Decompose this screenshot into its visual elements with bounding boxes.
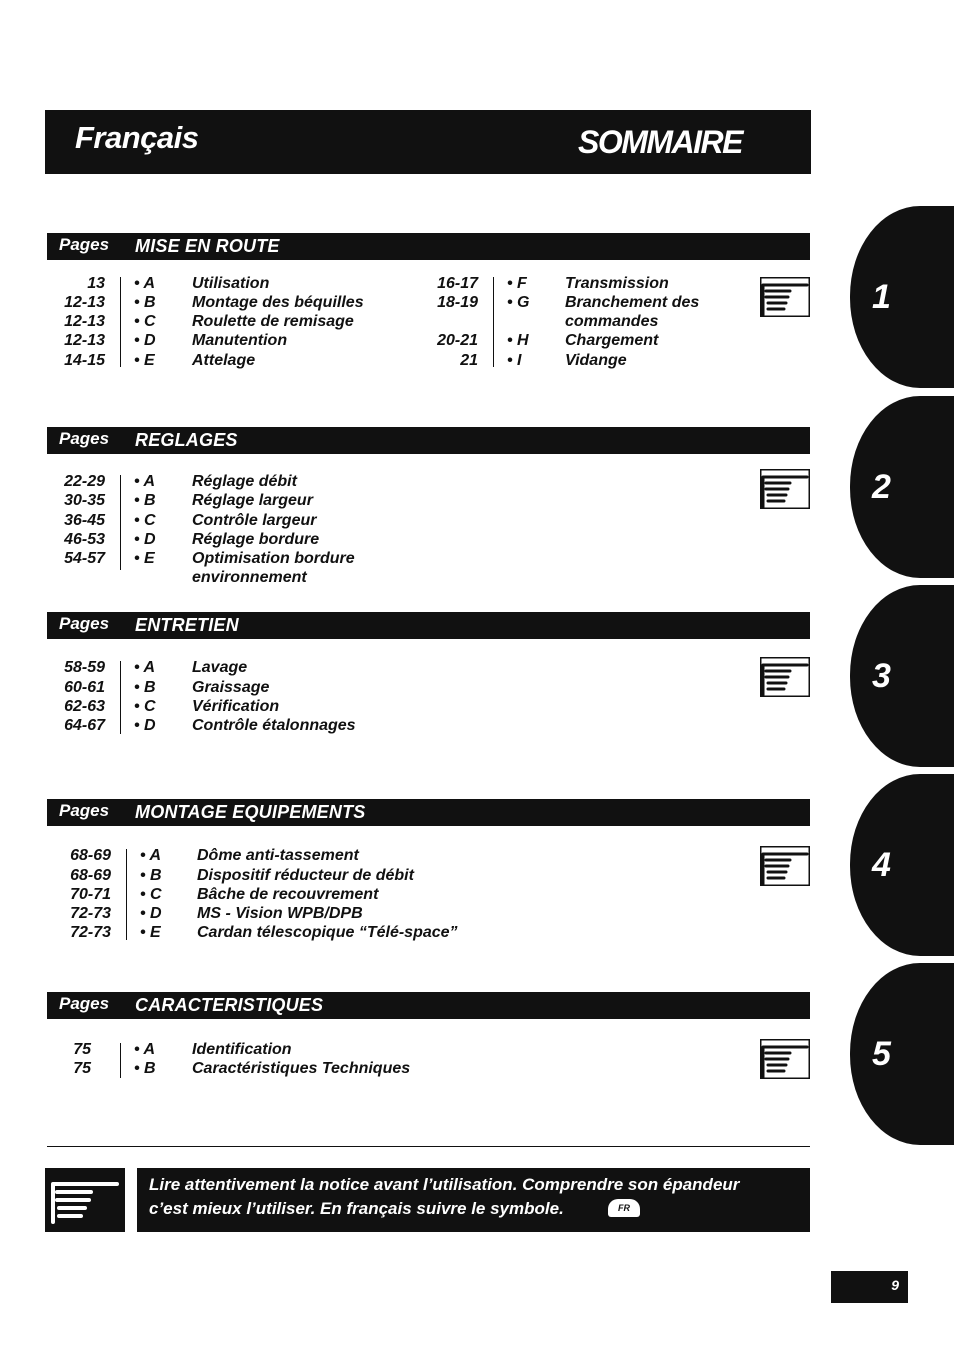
- toc-pages: 30-35: [64, 492, 105, 509]
- section-title: MISE EN ROUTE: [135, 236, 280, 256]
- toc-pages: 72-73: [70, 924, 111, 941]
- section-title: CARACTERISTIQUES: [135, 995, 324, 1015]
- toc-link-montage-bequilles[interactable]: Montage des béquilles: [192, 294, 364, 311]
- toc-link-verification[interactable]: Vérification: [192, 698, 280, 715]
- toc-letter: • H: [507, 332, 529, 349]
- toc-link-branchement-cont[interactable]: commandes: [565, 313, 659, 330]
- toc-pages: 22-29: [64, 473, 105, 490]
- toc-letter: • C: [140, 886, 162, 903]
- chapter-tab-number: 4: [872, 846, 891, 884]
- toc-pages: 75: [73, 1041, 91, 1058]
- toc-letter: • A: [140, 847, 162, 864]
- toc-link-reglage-bordure[interactable]: Réglage bordure: [192, 531, 320, 548]
- toc-letter: • B: [134, 294, 156, 311]
- toc-pages: 58-59: [64, 659, 105, 676]
- section-header-montage-equipements: [47, 799, 810, 826]
- divider: [47, 1146, 810, 1147]
- toc-link-controle-largeur[interactable]: Contrôle largeur: [192, 512, 317, 529]
- toc-letter: • C: [134, 313, 156, 330]
- chapter-tab-number: 1: [872, 278, 891, 316]
- chapter-tab-number: 5: [872, 1035, 891, 1073]
- pages-label: Pages: [59, 994, 110, 1013]
- toc-link-reglage-largeur[interactable]: Réglage largeur: [192, 492, 313, 509]
- chapter-tab-1[interactable]: [850, 206, 954, 388]
- divider: [120, 475, 121, 570]
- toc-letter: • A: [134, 659, 156, 676]
- toc-link-branchement[interactable]: Branchement des: [565, 294, 700, 311]
- toc-pages: 54-57: [64, 550, 105, 567]
- toc-pages: 12-13: [64, 294, 105, 311]
- chapter-tab-number: 2: [872, 468, 891, 506]
- toc-pages: 16-17: [437, 275, 478, 292]
- toc-pages: 64-67: [64, 717, 105, 734]
- toc-link-caracteristiques-techniques[interactable]: Caractéristiques Techniques: [192, 1060, 411, 1077]
- pointing-hand-icon: [49, 1174, 121, 1226]
- toc-letter: • D: [134, 717, 156, 734]
- toc-pages: 12-13: [64, 332, 105, 349]
- toc-letter: • C: [134, 698, 156, 715]
- toc-link-ms-vision[interactable]: MS - Vision WPB/DPB: [197, 905, 363, 922]
- divider: [120, 661, 121, 734]
- toc-letter: • E: [140, 924, 161, 941]
- pages-label: Pages: [59, 801, 110, 820]
- toc-link-bache[interactable]: Bâche de recouvrement: [197, 886, 379, 903]
- chapter-tab-5[interactable]: [850, 963, 954, 1145]
- toc-letter: • B: [134, 492, 156, 509]
- toc-pages: 72-73: [70, 905, 111, 922]
- pointing-hand-icon: [760, 469, 810, 509]
- toc-link-controle-etalonnages[interactable]: Contrôle étalonnages: [192, 717, 356, 734]
- section-header-reglages: [47, 427, 810, 454]
- pointing-hand-icon: [760, 657, 810, 697]
- section-title: ENTRETIEN: [135, 615, 239, 635]
- toc-pages: 60-61: [64, 679, 105, 696]
- toc-letter: • B: [134, 679, 156, 696]
- divider: [120, 277, 121, 367]
- toc-letter: • E: [134, 352, 155, 369]
- toc-letter: • D: [134, 531, 156, 548]
- toc-letter: • G: [507, 294, 530, 311]
- chapter-tab-2[interactable]: [850, 396, 954, 578]
- section-header-entretien: [47, 612, 810, 639]
- toc-letter: • A: [134, 473, 156, 490]
- toc-link-cardan[interactable]: Cardan télescopique “Télé-space”: [197, 924, 458, 941]
- divider: [493, 277, 494, 367]
- toc-link-optimisation[interactable]: Optimisation bordure: [192, 550, 355, 567]
- note-text-line2: c’est mieux l’utiliser. En français suivre le symbole.: [149, 1199, 564, 1218]
- toc-link-transmission[interactable]: Transmission: [565, 275, 669, 292]
- toc-link-identification[interactable]: Identification: [192, 1041, 292, 1058]
- toc-pages: 18-19: [437, 294, 478, 311]
- toc-letter: • D: [140, 905, 162, 922]
- toc-link-graissage[interactable]: Graissage: [192, 679, 270, 696]
- toc-letter: • D: [134, 332, 156, 349]
- toc-pages: 62-63: [64, 698, 105, 715]
- toc-link-chargement[interactable]: Chargement: [565, 332, 659, 349]
- toc-pages: 20-21: [437, 332, 478, 349]
- toc-pages: 12-13: [64, 313, 105, 330]
- toc-link-manutention[interactable]: Manutention: [192, 332, 288, 349]
- chapter-tab-4[interactable]: [850, 774, 954, 956]
- toc-letter: • A: [134, 1041, 156, 1058]
- toc-link-dispositif[interactable]: Dispositif réducteur de débit: [197, 867, 414, 884]
- toc-letter: • E: [134, 550, 155, 567]
- toc-link-lavage[interactable]: Lavage: [192, 659, 248, 676]
- toc-pages: 68-69: [70, 847, 111, 864]
- page-number: 9: [891, 1277, 899, 1293]
- note-icon-box: [45, 1168, 125, 1232]
- pointing-hand-icon: [760, 846, 810, 886]
- toc-link-vidange[interactable]: Vidange: [565, 352, 627, 369]
- page-title: SOMMAIRE: [578, 124, 742, 160]
- toc-pages: 21: [460, 352, 478, 369]
- toc-link-optimisation-cont[interactable]: environnement: [192, 569, 307, 586]
- toc-pages: 14-15: [64, 352, 105, 369]
- toc-link-dome[interactable]: Dôme anti-tassement: [197, 847, 359, 864]
- toc-letter: • C: [134, 512, 156, 529]
- pages-label: Pages: [59, 429, 110, 448]
- toc-pages: 13: [87, 275, 105, 292]
- section-title: REGLAGES: [135, 430, 238, 450]
- toc-letter: • A: [134, 275, 156, 292]
- toc-link-utilisation[interactable]: Utilisation: [192, 275, 270, 292]
- toc-pages: 70-71: [70, 886, 111, 903]
- toc-letter: • B: [140, 867, 162, 884]
- toc-pages: 36-45: [64, 512, 105, 529]
- fr-badge: FR: [608, 1199, 640, 1217]
- pointing-hand-icon: [760, 1039, 810, 1079]
- toc-pages: 46-53: [64, 531, 105, 548]
- toc-letter: • I: [507, 352, 522, 369]
- toc-letter: • B: [134, 1060, 156, 1077]
- toc-pages: 68-69: [70, 867, 111, 884]
- language-title: Français: [75, 120, 199, 155]
- section-header-caracteristiques: [47, 992, 810, 1019]
- toc-pages: 75: [73, 1060, 91, 1077]
- pages-label: Pages: [59, 614, 110, 633]
- toc-link-reglage-debit[interactable]: Réglage débit: [192, 473, 297, 490]
- pointing-hand-icon: [760, 277, 810, 317]
- chapter-tab-number: 3: [872, 657, 891, 695]
- section-header-mise-en-route: [47, 233, 810, 260]
- toc-link-attelage[interactable]: Attelage: [192, 352, 256, 369]
- pages-label: Pages: [59, 235, 110, 254]
- divider: [126, 849, 127, 940]
- toc-letter: • F: [507, 275, 527, 292]
- toc-link-roulette[interactable]: Roulette de remisage: [192, 313, 354, 330]
- divider: [120, 1043, 121, 1078]
- section-title: MONTAGE EQUIPEMENTS: [135, 802, 366, 822]
- chapter-tab-3[interactable]: [850, 585, 954, 767]
- note-text-line1: Lire attentivement la notice avant l’utilisation. Comprendre son épandeur: [149, 1175, 740, 1194]
